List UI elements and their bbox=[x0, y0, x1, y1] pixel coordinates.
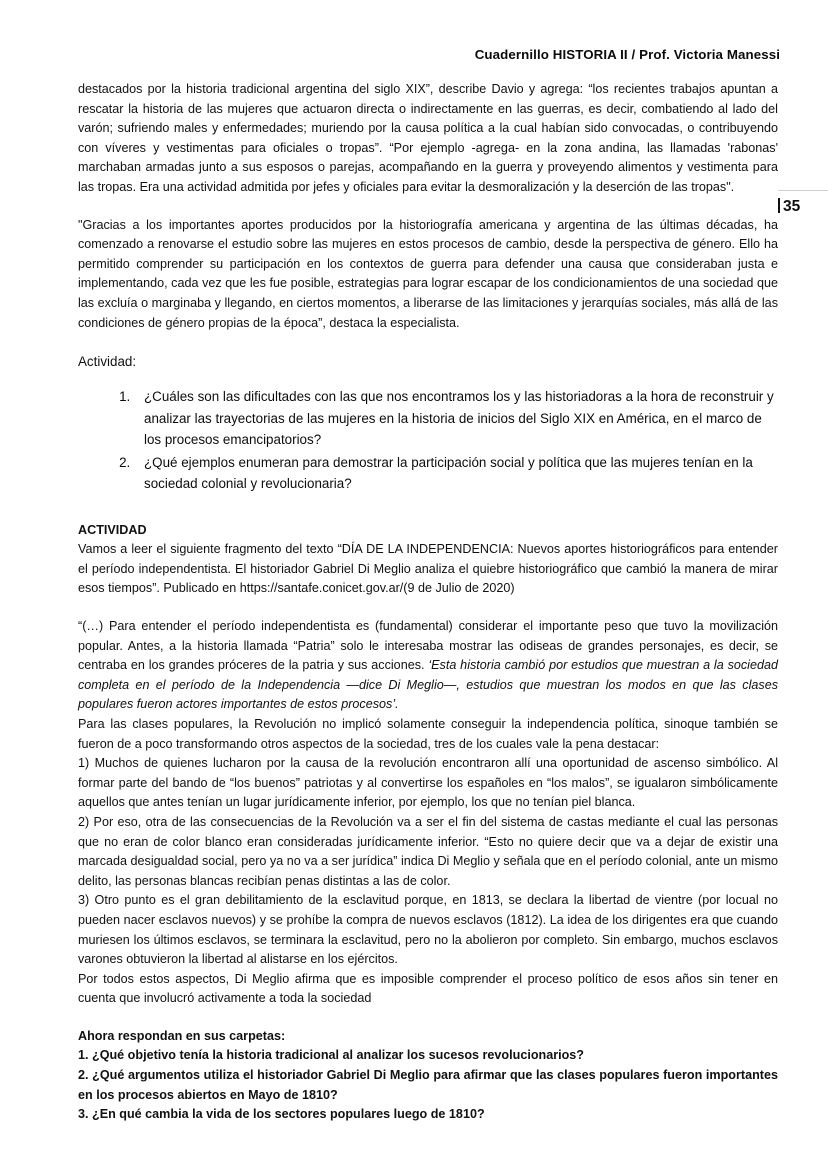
paragraph-historiografia: "Gracias a los importantes aportes producidos por la historiografía americana y argentina de las últimas décadas, ha comenzado a renovarse el estudio sobre las mujeres en estos procesos de cambio, desde la perspectiva de género. Ello ha permitido comprender su participación en los contextos de guerra para defender una causa que consideraban justa e implementando, cada vez que les fue posible, estrategias para lograr escapar de los condicionamientos de una sociedad que las excluía o marginaba y llegando, en ciertos momentos, a liberarse de las limitaciones y jerarquías sociales, más allá de las condiciones de género propias de la época”, destaca la especialista. bbox=[78, 217, 778, 330]
respond-question-2: 2. ¿Qué argumentos utiliza el historiador Gabriel Di Meglio para afirmar que las clases populares fueron importantes en los procesos abiertos en Mayo de 1810? bbox=[78, 1068, 778, 1102]
page-number-marker bbox=[778, 190, 828, 215]
closing-paragraph: Por todos estos aspectos, Di Meglio afirma que es imposible comprender el proceso político de esos años sin tener en cuenta que involucró activamente a toda la sociedad bbox=[78, 971, 778, 1006]
list-item: 1. ¿Cuáles son las dificultades con las que nos encontramos los y las historiadoras a la hora de reconstruir y analizar las trayectorias de las mujeres en la historia de inicios del Siglo XIX en América, en el marco de los procesos emancipatorios? bbox=[134, 386, 778, 451]
page-number: 35 bbox=[783, 198, 801, 215]
quote-roman-part: “(…) Para entender el período independentista es (fundamental) considerar el importante peso que tuvo la movilización popular. Antes, a la historia llamada “Patria” solo le interesaba mostrar las odiseas de grandes personajes, es decir, se centraba en los grandes próceres de la patria y sus acciones. bbox=[78, 619, 778, 673]
quote-block bbox=[78, 617, 778, 715]
page-marker-bar bbox=[778, 198, 780, 213]
intro-fragment: Vamos a leer el siguiente fragmento del texto “DÍA DE LA INDEPENDENCIA: Nuevos aportes historiográficos para entender el período independentista. El historiador Gabriel Di Meglio analiza el quiebre historiográfico que cambió la manera de mirar esos tiempos”. Publicado en https://santafe.conicet.gov.ar/(9 de Julio de 2020) bbox=[78, 542, 778, 596]
respond-heading: Ahora respondan en sus carpetas: bbox=[78, 1028, 286, 1043]
point-three: 3) Otro punto es el gran debilitamiento de la esclavitud porque, en 1813, se declara la libertad de vientre (por locual no pueden nacer esclavos nuevos) y se prohíbe la compra de nuevos esclavos (1812). La idea de los dirigentes era que cuando muriesen los últimos esclavos, se terminara la esclavitud, pero no la abolieron por completo. Sin embargo, muchos esclavos varones obtuvieron la libertad al alistarse en los ejércitos. bbox=[78, 893, 778, 967]
activity-question-list bbox=[78, 386, 778, 495]
paragraph-clases-populares: Para las clases populares, la Revolución no implicó solamente conseguir la independencia política, sinoque también se fueron de a poco transformando otros aspectos de la sociedad, tres de los cuales vale la pena destacar: bbox=[78, 716, 778, 751]
activity-heading: ACTIVIDAD bbox=[78, 522, 147, 537]
respond-question-3: 3. ¿En qué cambia la vida de los sectores populares luego de 1810? bbox=[78, 1107, 485, 1122]
quote-italic-part: ‘Esta historia cambió por estudios que muestran a la sociedad completa en el período de la Independencia —dice Di Meglio—, estudios que muestran los modos en que las clases populares fueron actores importantes de estos procesos’. bbox=[78, 658, 778, 712]
respond-question-1: 1. ¿Qué objetivo tenía la historia tradicional al analizar los sucesos revolucionarios? bbox=[78, 1048, 585, 1063]
point-two: 2) Por eso, otra de las consecuencias de la Revolución va a ser el fin del sistema de castas mediante el cual las personas que no eran de color blanco eran consideradas jurídicamente inferior. “Esto no quiere decir que va a dejar de existir una marcada desigualdad social, pero ya no va a ser jurídica” indica Di Meglio y señala que en el período colonial, ante un mismo delito, las personas blancas recibían penas distintas a las de color. bbox=[78, 814, 778, 888]
running-header: Cuadernillo HISTORIA II / Prof. Victoria Manessi bbox=[474, 47, 780, 62]
activity-label: Actividad: bbox=[78, 354, 137, 370]
paragraph-continuation: destacados por la historia tradicional argentina del siglo XIX”, describe Davio y agrega: “los recientes trabajos apuntan a rescatar la historia de las mujeres que actuaron directa o indirectamente en las guerras, es decir, combatiendo al lado del varón; sufriendo males y enfermedades; muriendo por la causa política a la cual habían sido convocadas, o contribuyendo con víveres y vestimentas para oficiales o tropas”. “Por ejemplo -agrega- en la zona andina, las llamadas 'rabonas' marchaban armadas junto a sus esposos o parejas, acompañando en la guerra y proveyendo alimentos y vestimenta para las tropas. Era una actividad admitida por jefes y oficiales para evitar la desmoralización y la deserción de las tropas". bbox=[78, 82, 778, 194]
point-one: 1) Muchos de quienes lucharon por la causa de la revolución encontraron allí una oportunidad de ascenso simbólico. Al formar parte del bando de “los buenos” patriotas y al convertirse los españoles en “los malos”, se igualaron simbólicamente aquellos que antes tenían un lugar jurídicamente inferior, por ejemplo, los que no tenían piel blanca. bbox=[78, 756, 778, 810]
list-item: 2. ¿Qué ejemplos enumeran para demostrar la participación social y política que las mujeres tenían en la sociedad colonial y revolucionaria? bbox=[134, 452, 778, 495]
document-body bbox=[78, 80, 778, 1125]
